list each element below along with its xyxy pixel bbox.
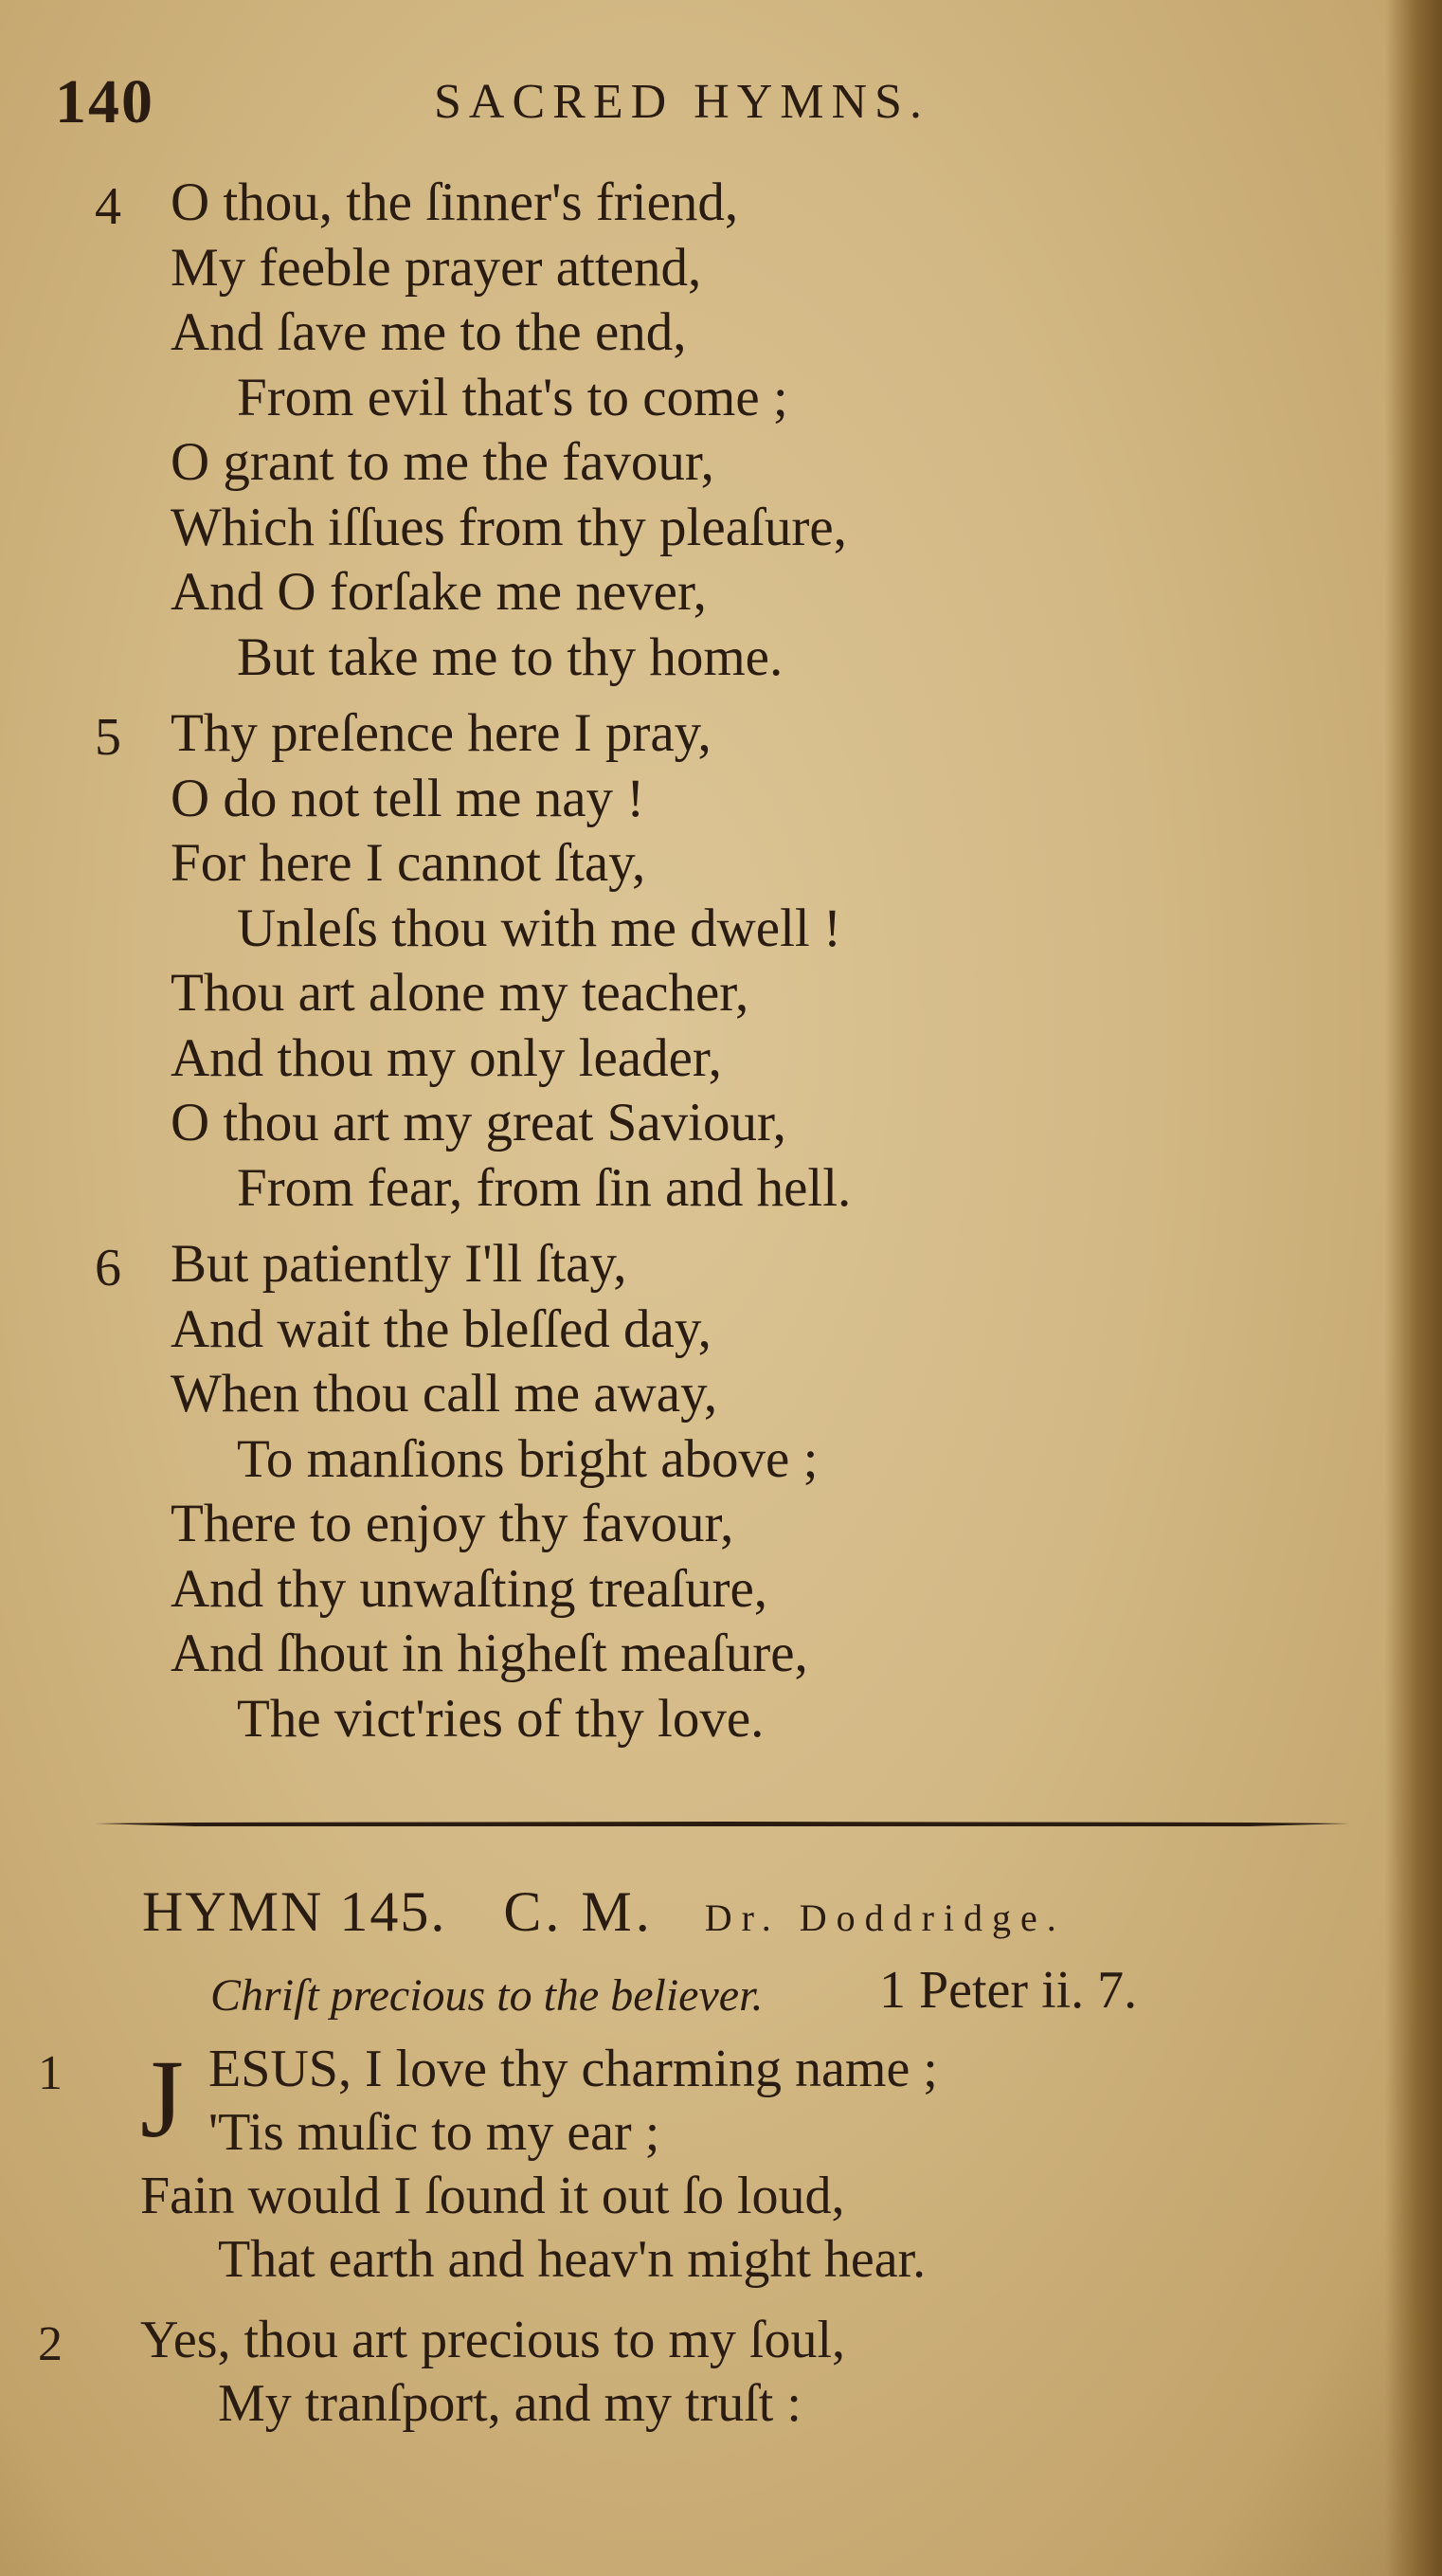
verse-line: When thou call me away,	[171, 1364, 718, 1424]
verse-line: Yes, thou art precious to my ſoul,	[140, 2311, 846, 2369]
hymn-author: Dr. Doddridge.	[704, 1896, 1066, 1939]
verse-line: And ſhout in higheſt meaſure,	[171, 1624, 808, 1683]
verse-line: My feeble prayer attend,	[171, 237, 702, 298]
hymn-verse-1	[38, 2037, 1230, 2292]
verse-line: And O forſake me never,	[171, 562, 707, 622]
hymn-metre: C. M.	[503, 1880, 654, 1943]
stanza-6	[95, 1232, 1213, 1751]
verse-line: From evil that's to come ;	[237, 367, 788, 427]
verse-line: ESUS, I love thy charming name ;	[208, 2040, 938, 2098]
verse-number: 4	[95, 177, 121, 236]
verse-line: From fear, from ſin and hell.	[237, 1157, 852, 1218]
stanza-5	[95, 701, 1213, 1221]
verse-line: And thou my only leader,	[171, 1027, 722, 1088]
verse-line: O thou, the ſinner's friend,	[171, 172, 739, 232]
hymn-heading	[142, 1879, 1307, 1945]
hymn-subject: Chriſt precious to the believer.	[210, 1970, 764, 2021]
verse-line: Thou art alone my teacher,	[171, 963, 749, 1023]
verse-number: 2	[38, 2317, 63, 2371]
verse-line: But take me to thy home.	[237, 626, 784, 687]
verse-number: 6	[95, 1239, 121, 1297]
verse-line: And ſave me to the end,	[171, 302, 687, 362]
continued-hymn-verses	[95, 171, 1213, 1763]
verse-line: O thou art my great Saviour,	[171, 1093, 786, 1152]
page-header	[55, 66, 964, 142]
stanza-4	[95, 171, 1213, 690]
verse-line: Which iſſues from thy pleaſure,	[171, 497, 847, 557]
verse-number: 5	[95, 708, 121, 767]
page-number: 140	[55, 67, 154, 136]
verse-line: For here I cannot ſtay,	[171, 833, 646, 893]
verse-line: But patiently I'll ſtay,	[171, 1234, 627, 1294]
hymn-verse-2	[38, 2309, 1230, 2436]
verse-line: The vict'ries of thy love.	[237, 1688, 765, 1749]
verse-number: 1	[38, 2046, 63, 2100]
page-edge-shadow	[1385, 0, 1442, 2576]
verse-line: To manſions bright above ;	[237, 1428, 819, 1489]
verse-line: O grant to me the favour,	[171, 432, 714, 492]
verse-line: 'Tis muſic to my ear ;	[208, 2103, 660, 2162]
verse-line: And wait the bleſſed day,	[171, 1298, 712, 1359]
verse-line: That earth and heav'n might hear.	[218, 2230, 927, 2289]
hymn-title: HYMN 145.	[142, 1880, 447, 1943]
scripture-reference: 1 Peter ii. 7.	[879, 1961, 1138, 2020]
verse-line: There to enjoy thy favour,	[171, 1494, 734, 1553]
section-divider-rule	[95, 1822, 1350, 1826]
verse-line: Fain would I ſound it out ſo loud,	[140, 2167, 845, 2225]
verse-line: Thy preſence here I pray,	[171, 703, 712, 763]
hymn-145-verses	[38, 2037, 1230, 2453]
verse-line: O do not tell me nay !	[171, 768, 645, 828]
running-title: SACRED HYMNS.	[434, 75, 929, 129]
drop-cap-letter: J	[140, 2037, 184, 2161]
verse-line: And thy unwaſting treaſure,	[171, 1558, 768, 1619]
verse-line: Unleſs thou with me dwell !	[237, 898, 841, 958]
verse-line: My tranſport, and my truſt :	[218, 2374, 802, 2433]
